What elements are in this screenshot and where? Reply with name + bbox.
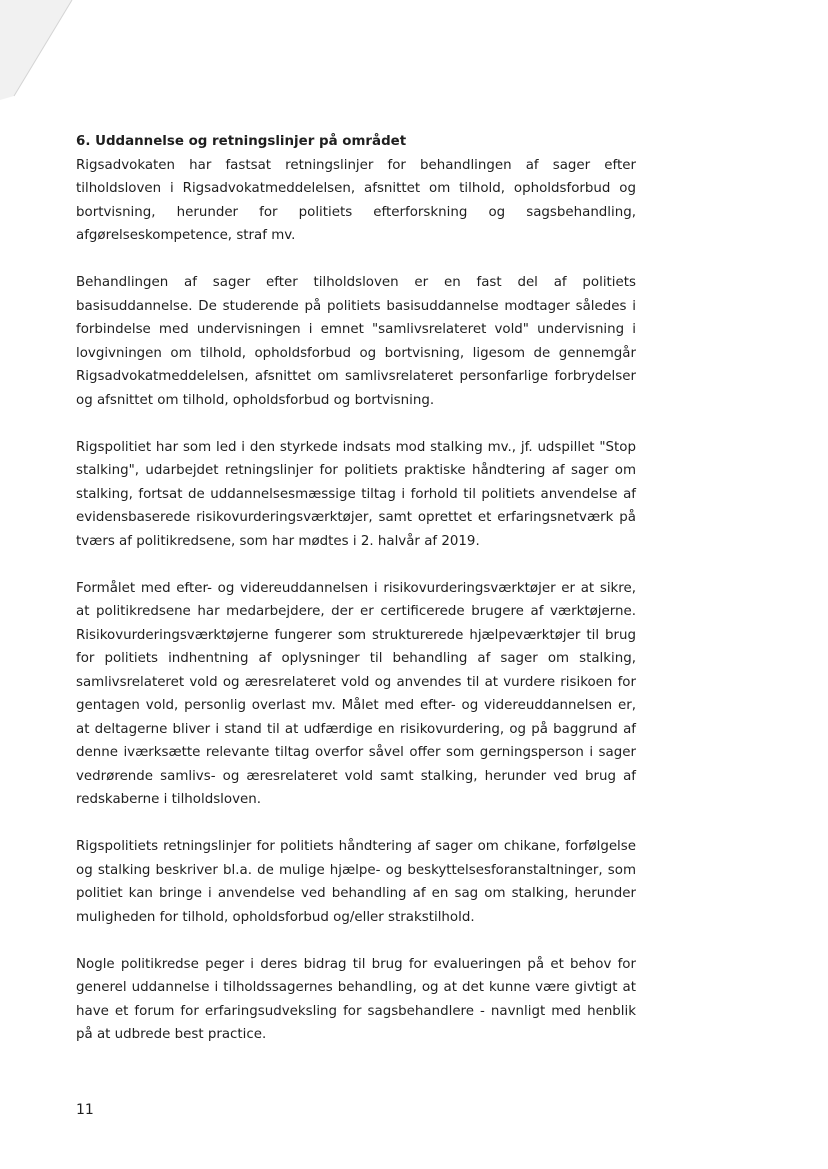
page-number: 11 — [76, 1102, 94, 1118]
paragraph-6: Nogle politikredse peger i deres bidrag til brug for evalueringen på et behov for generel uddannelse i tilholdssagernes behandling, og at det kunne være givtigt at have et forum for erfaringsudveksling for sagsbehandlere - navnligt med henblik på at udbrede best practice. — [76, 956, 636, 1042]
paragraph-1: Rigsadvokaten har fastsat retningslinjer for behandlingen af sager efter tilholdsloven i Rigsadvokatmeddelelsen, afsnittet om tilhold, opholdsforbud og bortvisning, herunder for politiets efterforskning og sagsbehandling, afgørelseskompetence, straf mv. — [76, 157, 636, 243]
paragraph-3: Rigspolitiet har som led i den styrkede indsats mod stalking mv., jf. udspillet "Stop stalking", udarbejdet retningslinjer for politiets praktiske håndtering af sager om stalking, fortsat de uddannelsesmæssige tiltag i forhold til politiets anvendelse af evidensbaserede risikovurderingsværktøjer, samt oprettet et erfaringsnetværk på tværs af politikredsene, som har mødtes i 2. halvår af 2019. — [76, 439, 636, 549]
scan-corner-fold — [0, 0, 80, 100]
paragraph-5: Rigspolitiets retningslinjer for politiets håndtering af sager om chikane, forfølgelse og stalking beskriver bl.a. de mulige hjælpe- og beskyttelsesforanstaltninger, som politiet kan bringe i anvendelse ved behandling af en sag om stalking, herunder muligheden for tilhold, opholdsforbud og/eller strakstilhold. — [76, 839, 636, 925]
section-heading: 6. Uddannelse og retningslinjer på området — [76, 134, 407, 149]
document-body — [76, 130, 636, 1070]
paragraph-4: Formålet med efter- og videreuddannelsen i risikovurderingsværktøjer er at sikre, at politikredsene har medarbejdere, der er certificerede brugere af værktøjerne. Risikovurderingsværktøjerne fungerer som strukturerede hjælpeværktøjer til brug for politiets indhentning af oplysninger til behandling af sager om stalking, samlivsrelateret vold og æresrelateret vold og anvendes til at vurdere risikoen for gentagen vold, personlig overlast mv. Målet med efter- og videreuddannelsen er, at deltagerne bliver i stand til at udfærdige en risikovurdering, og på baggrund af denne iværksætte relevante tiltag overfor såvel offer som gerningsperson i sager vedrørende samlivs- og æresrelateret vold samt stalking, herunder ved brug af redskaberne i tilholdsloven. — [76, 580, 636, 807]
paragraph-2: Behandlingen af sager efter tilholdsloven er en fast del af politiets basisuddannelse. De studerende på politiets basisuddannelse modtager således i forbindelse med undervisningen i emnet "samlivsrelateret vold" undervisning i lovgivningen om tilhold, opholdsforbud og bortvisning, ligesom de gennemgår Rigsadvokatmeddelelsen, afsnittet om samlivsrelateret personfarlige forbrydelser og afsnittet om tilhold, opholdsforbud og bortvisning. — [76, 275, 636, 408]
